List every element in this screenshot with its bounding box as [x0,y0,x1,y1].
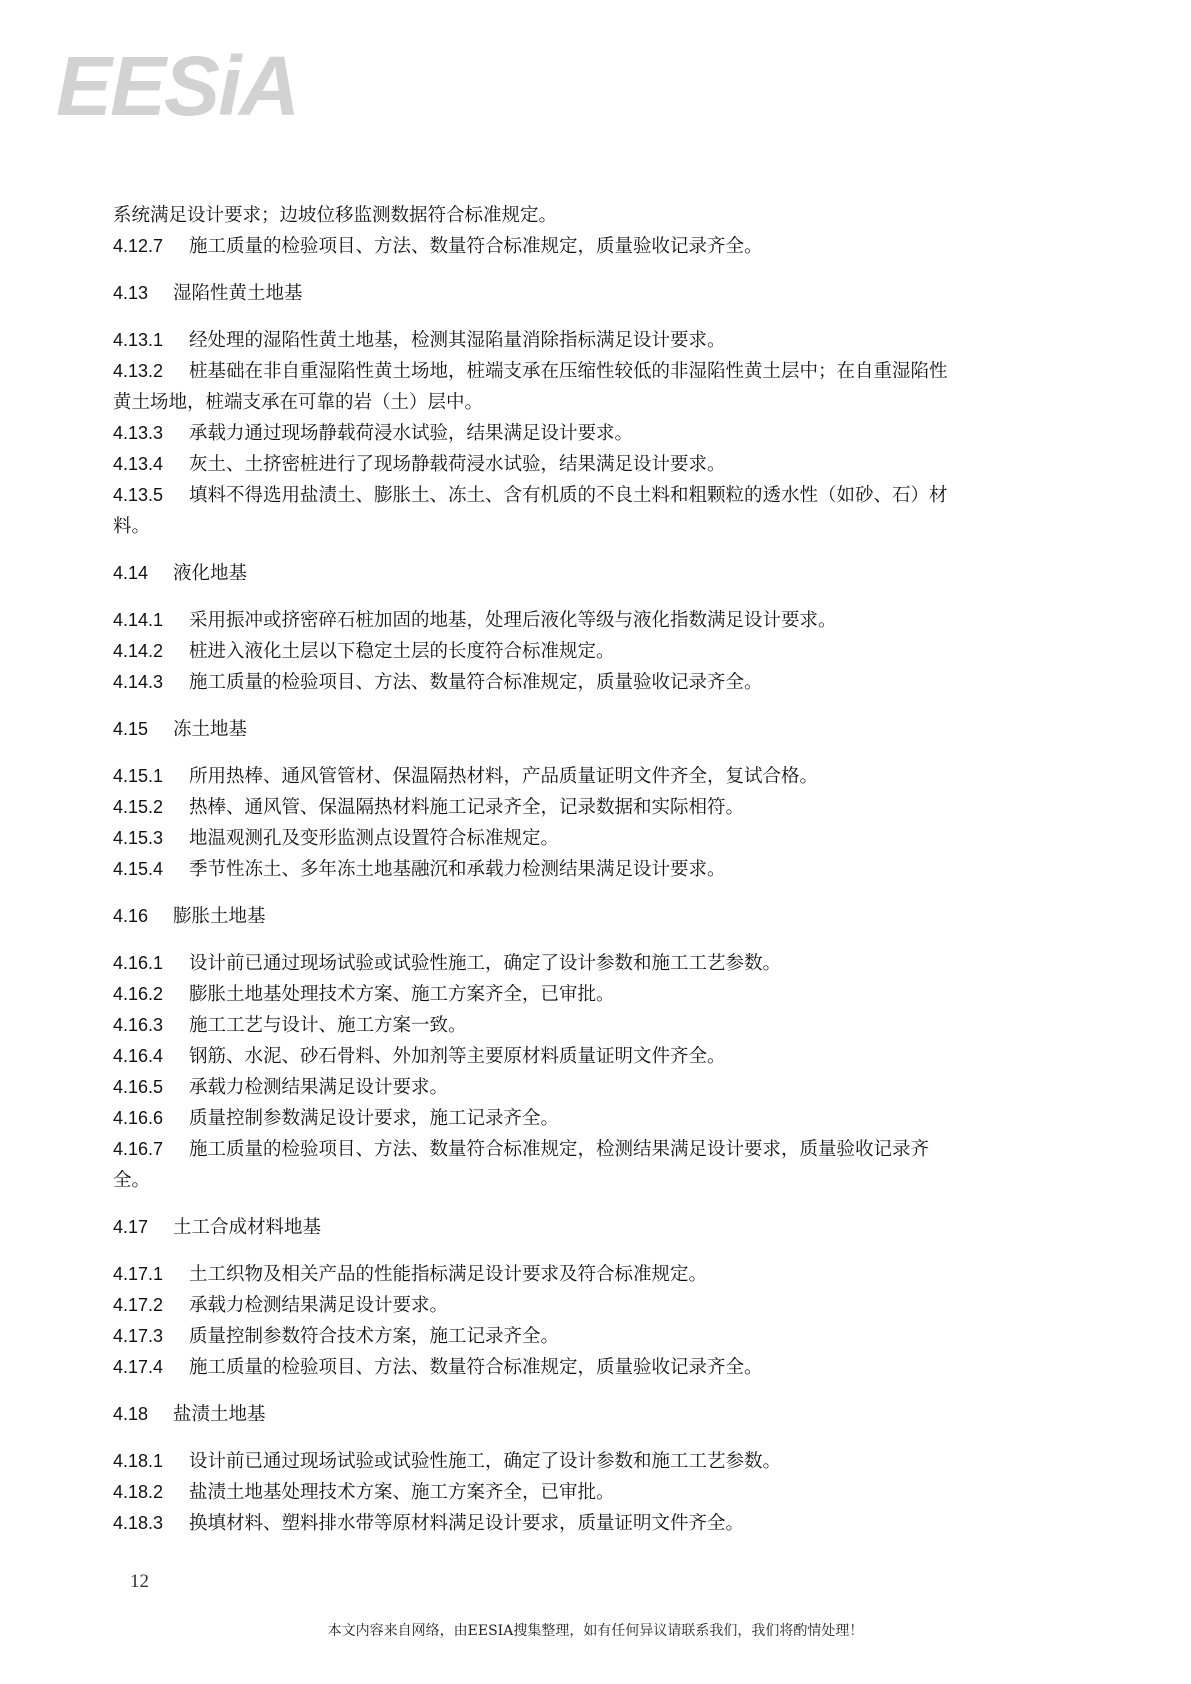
clause-4-17-1 [113,1259,1063,1290]
clause-4-15-3 [113,823,1063,854]
clause-number: 4.16.7 [113,1139,164,1159]
clause-4-15-2 [113,792,1063,823]
section-4-16 [113,901,1063,1196]
clause-text: 施工质量的检验项目、方法、数量符合标准规定，质量验收记录齐全。 [189,236,763,257]
section-4-18 [113,1399,1063,1539]
clause-text: 设计前已通过现场试验或试验性施工，确定了设计参数和施工工艺参数。 [189,1451,782,1472]
clause-4-12-7 [113,231,1063,262]
clause-continuation: 料。 [113,516,151,537]
clause-number: 4.15.3 [113,828,164,848]
continuation-text: 系统满足设计要求；边坡位移监测数据符合标准规定。 [113,205,558,226]
clause-4-16-1 [113,948,1063,979]
section-heading [113,278,1063,309]
clause-text: 季节性冻土、多年冻土地基融沉和承载力检测结果满足设计要求。 [189,859,726,880]
clause-4-13-2 [113,356,1063,387]
clause-number: 4.15.2 [113,797,164,817]
clause-text: 换填材料、塑料排水带等原材料满足设计要求，质量证明文件齐全。 [189,1513,745,1534]
clause-number: 4.16.2 [113,984,164,1004]
clause-4-15-1 [113,761,1063,792]
section-title: 盐渍土地基 [173,1404,266,1425]
section-title: 膨胀土地基 [173,906,266,927]
clause-4-13-1 [113,325,1063,356]
clause-number: 4.16.6 [113,1108,164,1128]
section-number: 4.14 [113,563,149,583]
clause-number: 4.18.3 [113,1513,164,1533]
clause-number: 4.18.1 [113,1451,164,1471]
clause-number: 4.13.4 [113,454,164,474]
clause-text: 所用热棒、通风管管材、保温隔热材料，产品质量证明文件齐全，复试合格。 [189,766,819,787]
clause-text: 承载力检测结果满足设计要求。 [189,1295,449,1316]
clause-number: 4.16.3 [113,1015,164,1035]
clause-text: 盐渍土地基处理技术方案、施工方案齐全，已审批。 [189,1482,615,1503]
section-4-12-tail [113,200,1063,262]
clause-4-16-3 [113,1010,1063,1041]
clause-text: 钢筋、水泥、砂石骨料、外加剂等主要原材料质量证明文件齐全。 [189,1046,726,1067]
clause-4-18-3 [113,1508,1063,1539]
clause-number: 4.17.3 [113,1326,164,1346]
section-number: 4.15 [113,719,149,739]
section-4-15 [113,714,1063,885]
section-heading [113,714,1063,745]
clause-text: 承载力通过现场静载荷浸水试验，结果满足设计要求。 [189,423,634,444]
clause-text: 施工质量的检验项目、方法、数量符合标准规定，质量验收记录齐全。 [189,672,763,693]
clause-text: 地温观测孔及变形监测点设置符合标准规定。 [189,828,560,849]
clause-4-13-3 [113,418,1063,449]
clause-text: 膨胀土地基处理技术方案、施工方案齐全，已审批。 [189,984,615,1005]
clause-4-14-2 [113,636,1063,667]
clause-text: 填料不得选用盐渍土、膨胀土、冻土、含有机质的不良土料和粗颗粒的透水性（如砂、石）材 [189,485,948,506]
clause-number: 4.17.4 [113,1357,164,1377]
clause-4-14-3 [113,667,1063,698]
clause-number: 4.17.1 [113,1264,164,1284]
clause-number: 4.17.2 [113,1295,164,1315]
section-number: 4.16 [113,906,149,926]
clause-number: 4.13.2 [113,361,164,381]
section-4-17 [113,1212,1063,1383]
clause-4-18-1 [113,1446,1063,1477]
section-heading [113,558,1063,589]
clause-text: 经处理的湿陷性黄土地基，检测其湿陷量消除指标满足设计要求。 [189,330,726,351]
section-heading [113,1399,1063,1430]
section-title: 湿陷性黄土地基 [173,283,303,304]
clause-number: 4.14.2 [113,641,164,661]
document-body [113,200,1063,1539]
clause-number: 4.15.4 [113,859,164,879]
section-number: 4.17 [113,1217,149,1237]
clause-4-13-4 [113,449,1063,480]
clause-text: 承载力检测结果满足设计要求。 [189,1077,449,1098]
clause-text: 热棒、通风管、保温隔热材料施工记录齐全，记录数据和实际相符。 [189,797,745,818]
clause-4-18-2 [113,1477,1063,1508]
page-number: 12 [130,1571,149,1592]
section-heading [113,1212,1063,1243]
section-4-14 [113,558,1063,698]
clause-4-17-2 [113,1290,1063,1321]
clause-4-16-4 [113,1041,1063,1072]
clause-number: 4.16.1 [113,953,164,973]
clause-text: 桩进入液化土层以下稳定土层的长度符合标准规定。 [189,641,615,662]
clause-4-15-4 [113,854,1063,885]
clause-4-17-3 [113,1321,1063,1352]
clause-text: 质量控制参数符合技术方案，施工记录齐全。 [189,1326,560,1347]
clause-continuation: 黄土场地，桩端支承在可靠的岩（土）层中。 [113,392,484,413]
clause-text: 桩基础在非自重湿陷性黄土场地，桩端支承在压缩性较低的非湿陷性黄土层中；在自重湿陷性 [189,361,948,382]
clause-text: 施工质量的检验项目、方法、数量符合标准规定，质量验收记录齐全。 [189,1357,763,1378]
clause-number: 4.15.1 [113,766,164,786]
section-heading [113,901,1063,932]
clause-4-16-5 [113,1072,1063,1103]
clause-number: 4.12.7 [113,236,164,256]
clause-number: 4.16.4 [113,1046,164,1066]
clause-text: 施工质量的检验项目、方法、数量符合标准规定，检测结果满足设计要求，质量验收记录齐 [189,1139,930,1160]
clause-number: 4.13.5 [113,485,164,505]
clause-4-17-4 [113,1352,1063,1383]
clause-number: 4.13.3 [113,423,164,443]
clause-text: 设计前已通过现场试验或试验性施工，确定了设计参数和施工工艺参数。 [189,953,782,974]
section-title: 冻土地基 [173,719,248,740]
clause-number: 4.16.5 [113,1077,164,1097]
clause-number: 4.14.1 [113,610,164,630]
clause-text: 土工织物及相关产品的性能指标满足设计要求及符合标准规定。 [189,1264,708,1285]
clause-text: 质量控制参数满足设计要求，施工记录齐全。 [189,1108,560,1129]
clause-text: 灰土、土挤密桩进行了现场静载荷浸水试验，结果满足设计要求。 [189,454,726,475]
clause-4-16-7 [113,1134,1063,1165]
clause-number: 4.13.1 [113,330,164,350]
clause-4-14-1 [113,605,1063,636]
section-title: 液化地基 [173,563,248,584]
section-title: 土工合成材料地基 [173,1217,322,1238]
clause-4-16-2 [113,979,1063,1010]
section-number: 4.13 [113,283,149,303]
clause-text: 施工工艺与设计、施工方案一致。 [189,1015,467,1036]
eesia-logo: EESiA [56,39,299,133]
footer-disclaimer: 本文内容来自网络，由EESIA搜集整理，如有任何异议请联系我们，我们将酌情处理！ [327,1623,864,1639]
clause-4-13-5 [113,480,1063,511]
section-4-13 [113,278,1063,542]
clause-continuation: 全。 [113,1170,151,1191]
clause-number: 4.14.3 [113,672,164,692]
section-number: 4.18 [113,1404,149,1424]
clause-text: 采用振冲或挤密碎石桩加固的地基，处理后液化等级与液化指数满足设计要求。 [189,610,837,631]
clause-4-16-6 [113,1103,1063,1134]
clause-number: 4.18.2 [113,1482,164,1502]
